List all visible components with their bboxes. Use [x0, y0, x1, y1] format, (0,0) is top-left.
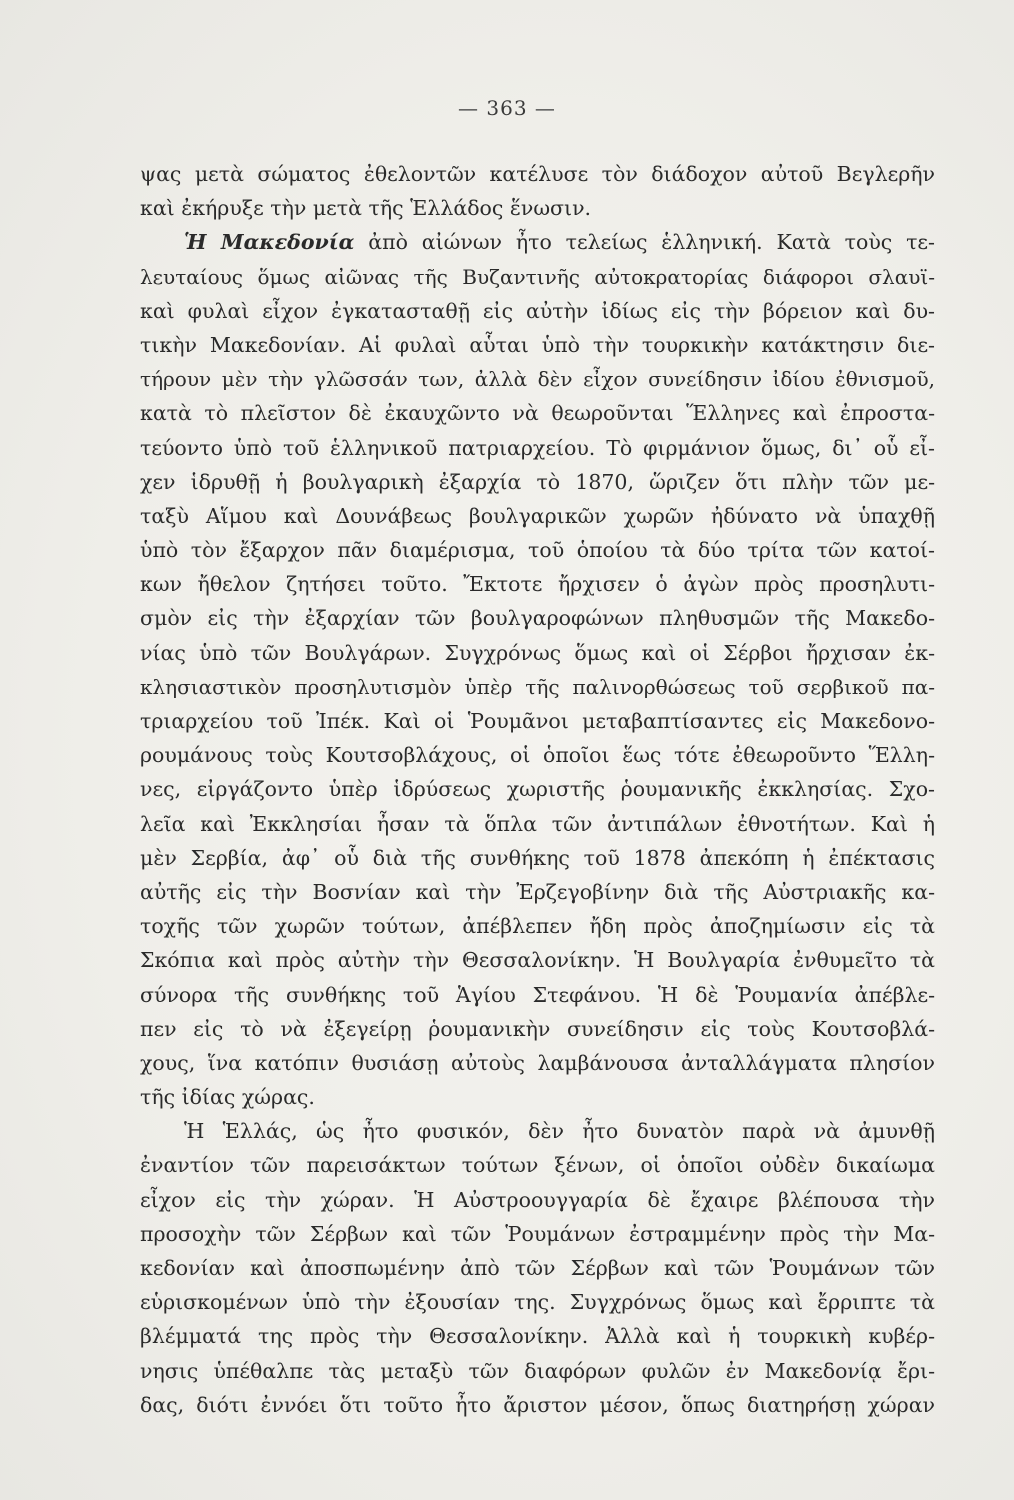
text-line: κεδονίαν καὶ ἀποσπωμένην ἀπὸ τῶν Σέρβων καὶ τῶν Ῥουμάνων τῶν	[140, 1256, 935, 1280]
text-line: εὑρισκομένων ὑπὸ τὴν ἐξουσίαν της. Συγχρόνως ὅμως καὶ ἔρριπτε τὰ	[140, 1290, 935, 1315]
text-line: μὲν Σερβία, ἀφ᾽ οὗ διὰ τῆς συνθήκης τοῦ 1878 ἀπεκόπη ἡ ἐπέκτασις	[140, 845, 935, 870]
text-line: τεύοντο ὑπὸ τοῦ ἑλληνικοῦ πατριαρχείου. Τὸ φιρμάνιον ὅμως, δι᾽ οὗ εἶ-	[140, 435, 935, 460]
text-line: νίας ὑπὸ τῶν Βουλγάρων. Συγχρόνως ὅμως καὶ οἱ Σέρβοι ἤρχισαν ἐκ-	[140, 640, 935, 665]
text-line: νησις ὑπέθαλπε τὰς μεταξὺ τῶν διαφόρων φυλῶν ἐν Μακεδονίᾳ ἔρι-	[140, 1358, 935, 1383]
text-line: λευταίους ὅμως αἰῶνας τῆς Βυζαντινῆς αὐτοκρατορίας διάφοροι σλαυϊ-	[140, 264, 935, 289]
text-line: πεν εἰς τὸ νὰ ἐξεγείρῃ ῥουμανικὴν συνείδησιν εἰς τοὺς Κουτσοβλά-	[140, 1016, 935, 1041]
text-line: τοχῆς τῶν χωρῶν τούτων, ἀπέβλεπεν ἤδη πρὸς ἀποζημίωσιν εἰς τὰ	[140, 914, 935, 939]
text-line: σύνορα τῆς συνθήκης τοῦ Ἁγίου Στεφάνου. Ἡ δὲ Ῥουμανία ἀπέβλε-	[140, 982, 935, 1007]
text-line: καὶ ἐκήρυξε τὴν μετὰ τῆς Ἑλλάδος ἕνωσιν.	[140, 196, 592, 221]
text-line: χεν ἱδρυθῇ ἡ βουλγαρικὴ ἐξαρχία τὸ 1870, ὥριζεν ὅτι πλὴν τῶν με-	[140, 469, 935, 494]
text-line	[140, 225, 935, 259]
text-line-rest: ἀπὸ αἰώνων ἦτο τελείως ἑλληνική. Κατὰ τοὺς τε-	[368, 230, 935, 255]
text-line: ἐναντίον τῶν παρεισάκτων τούτων ξένων, οἱ ὁποῖοι οὐδὲν δικαίωμα	[140, 1153, 935, 1178]
text-line: ὑπὸ τὸν ἔξαρχον πᾶν διαμέρισμα, τοῦ ὁποίου τὰ δύο τρίτα τῶν κατοί-	[140, 538, 935, 563]
text-line: ταξὺ Αἵμου καὶ Δουνάβεως βουλγαρικῶν χωρῶν ἠδύνατο νὰ ὑπαχθῇ	[140, 503, 935, 528]
text-line: νες, εἰργάζοντο ὑπὲρ ἱδρύσεως χωριστῆς ῥουμανικῆς ἐκκλησίας. Σχο-	[140, 777, 935, 802]
text-line: Σκόπια καὶ πρὸς αὐτὴν τὴν Θεσσαλονίκην. Ἡ Βουλγαρία ἐνθυμεῖτο τὰ	[140, 948, 935, 973]
text-line: βλέμματά της πρὸς τὴν Θεσσαλονίκην. Ἀλλὰ καὶ ἡ τουρκικὴ κυβέρ-	[140, 1324, 935, 1349]
text-line: αὐτῆς εἰς τὴν Βοσνίαν καὶ τὴν Ἐρζεγοβίνην διὰ τῆς Αὐστριακῆς κα-	[140, 879, 935, 904]
body-text	[140, 157, 935, 1422]
text-line: λεῖα καὶ Ἐκκλησίαι ἦσαν τὰ ὅπλα τῶν ἀντιπάλων ἐθνοτήτων. Καὶ ἡ	[140, 811, 935, 836]
text-line: εἶχον εἰς τὴν χώραν. Ἡ Αὐστροουγγαρία δὲ ἔχαιρε βλέπουσα τὴν	[140, 1187, 935, 1212]
section-heading-phrase: Ἡ Μακεδονία	[184, 230, 355, 255]
text-line: προσοχὴν τῶν Σέρβων καὶ τῶν Ῥουμάνων ἐστραμμένην πρὸς τὴν Μα-	[140, 1221, 935, 1246]
text-line: κλησιαστικὸν προσηλυτισμὸν ὑπὲρ τῆς παλινορθώσεως τοῦ σερβικοῦ πα-	[140, 674, 935, 699]
text-line: τριαρχείου τοῦ Ἰπέκ. Καὶ οἱ Ῥουμᾶνοι μεταβαπτίσαντες εἰς Μακεδονο-	[140, 709, 935, 733]
text-line: τῆς ἰδίας χώρας.	[140, 1085, 315, 1110]
text-line: τήρουν μὲν τὴν γλῶσσάν των, ἀλλὰ δὲν εἶχον συνείδησιν ἰδίου ἐθνισμοῦ,	[140, 367, 935, 392]
text-line: κων ἤθελον ζητήσει τοῦτο. Ἔκτοτε ἤρχισεν ὁ ἀγὼν πρὸς προσηλυτι-	[140, 572, 935, 597]
text-line: τικὴν Μακεδονίαν. Αἱ φυλαὶ αὗται ὑπὸ τὴν τουρκικὴν κατάκτησιν διε-	[140, 332, 935, 357]
text-line: δας, διότι ἐννόει ὅτι τοῦτο ἦτο ἄριστον μέσον, ὅπως διατηρήσῃ χώραν	[140, 1392, 935, 1417]
page-number: — 363 —	[458, 96, 556, 120]
text-line: κατὰ τὸ πλεῖστον δὲ ἐκαυχῶντο νὰ θεωροῦνται Ἕλληνες καὶ ἐπροστα-	[140, 401, 935, 426]
text-line: σμὸν εἰς τὴν ἐξαρχίαν τῶν βουλγαροφώνων πληθυσμῶν τῆς Μακεδο-	[140, 606, 935, 631]
text-line: Ἡ Ἑλλάς, ὡς ἦτο φυσικόν, δὲν ἦτο δυνατὸν παρὰ νὰ ἀμυνθῇ	[184, 1119, 935, 1144]
text-line: καὶ φυλαὶ εἶχον ἐγκατασταθῇ εἰς αὐτὴν ἰδίως εἰς τὴν βόρειον καὶ δυ-	[140, 298, 935, 323]
text-line: χους, ἵνα κατόπιν θυσιάσῃ αὐτοὺς λαμβάνουσα ἀνταλλάγματα πλησίον	[140, 1050, 935, 1075]
text-line: ψας μετὰ σώματος ἐθελοντῶν κατέλυσε τὸν διάδοχον αὐτοῦ Βεγλερῆν	[140, 162, 935, 186]
text-line: ρουμάνους τοὺς Κουτσοβλάχους, οἱ ὁποῖοι ἕως τότε ἐθεωροῦντο Ἕλλη-	[140, 743, 935, 768]
